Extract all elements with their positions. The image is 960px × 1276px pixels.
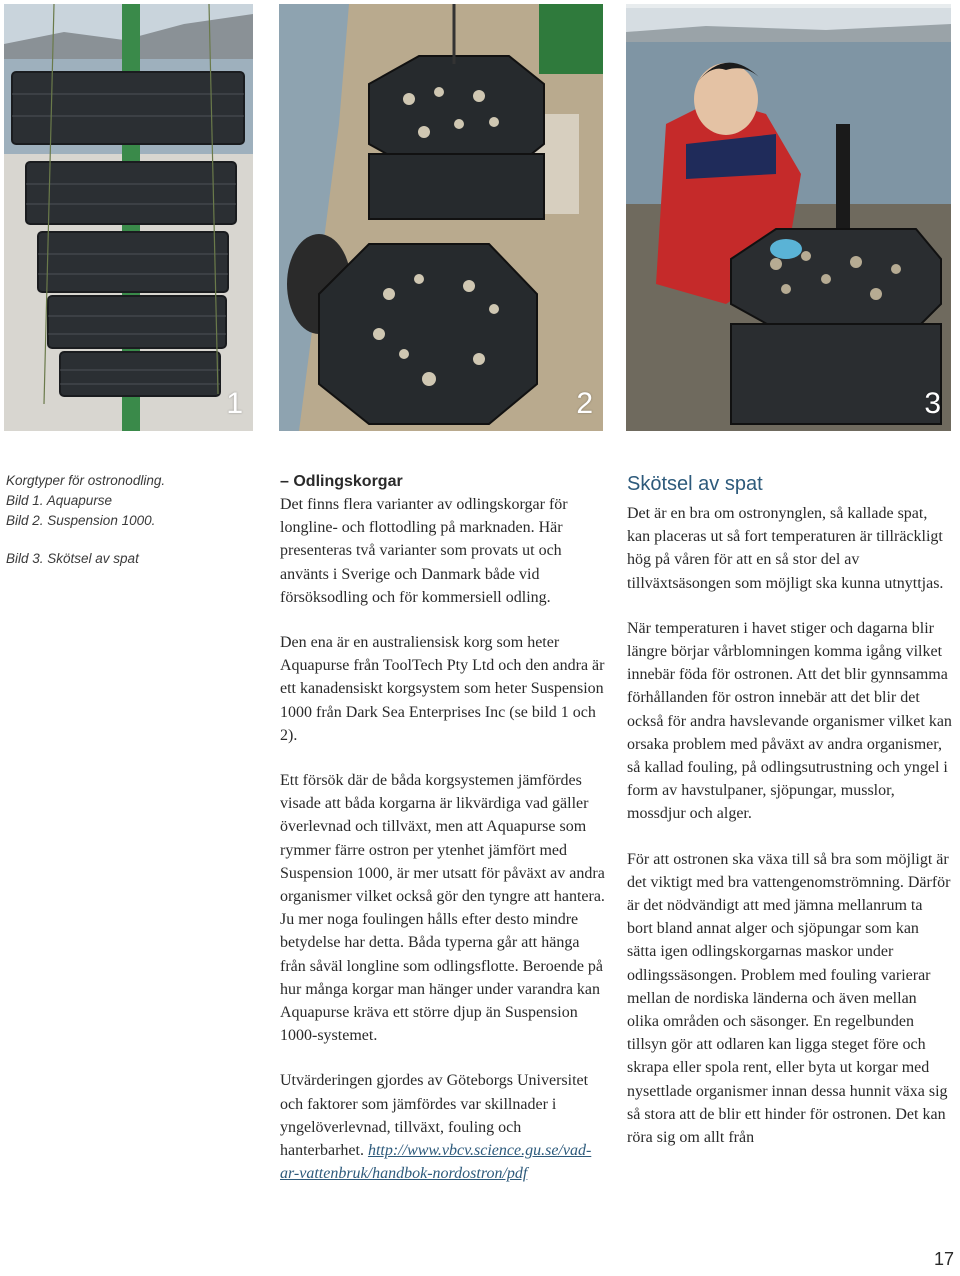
paragraph-intro: Det finns flera varianter av odlingskorgar för longline- och flottodling på marknaden. Här presenteras två varianter som provats ut och använts i Sverige och Danmark både vid försöksodling och för kommersiell odling. [280, 496, 568, 606]
right-column [627, 470, 952, 1171]
paragraph-trial: Ett försök där de båda korgsystemen jämfördes visade att båda korgarna är likvärdiga vad gäller överlevnad och tillväxt, men att Aquapurse som rymmer färre ostron per ytenhet jämfört med Suspension 1000, är mer utsatt för påväxt av andra organismer vilket också gör den tyngre att hantera. Ju mer noga foulingen hålls efter desto mindre betydelse har detta. Båda typerna går att hänga från såväl longline som odlingsflotte. Beroende på hur många korgar man hänger under varandra kan Aquapurse kräva ett större djup än Suspension 1000-systemet. [280, 772, 605, 1045]
photo-suspension-1000 [279, 4, 603, 431]
photo-number-1: 1 [226, 387, 243, 420]
photo-aquapurse-image [4, 4, 253, 431]
handbook-link[interactable]: http://www.vbcv.science.gu.se/vad-ar-vattenbruk/handbok-nordostron/pdf [280, 1142, 592, 1183]
section-subheading: – Odlingskorgar [280, 473, 403, 490]
page-number: 17 [933, 1249, 954, 1269]
caption-bild-1: Bild 1. Aquapurse [6, 493, 113, 508]
photo-number-3: 3 [924, 387, 941, 420]
paragraph-temperature: När temperaturen i havet stiger och dagarna blir längre börjar vårblomningen komma igång vilket innebär föda för ostronen. Att det blir gynnsamma förhållanden för ostron innebär att det blir det också för andra havslevande organismer vilket kan orsaka problem med påväxt av andra organismer, så kallad fouling, på odlingsutrustning och yngel i form av havstulpaner, sjöpungar, musslor, mossdjur och alger. [627, 619, 952, 823]
caption-bild-2: Bild 2. Suspension 1000. [6, 513, 156, 528]
photo-captions [6, 471, 236, 569]
caption-title: Korgtyper för ostronodling. [6, 473, 166, 488]
paragraph-evaluation [280, 1069, 605, 1185]
photo-spat-care [626, 4, 951, 431]
caption-bild-3: Bild 3. Skötsel av spat [6, 551, 139, 566]
paragraph-spat: Det är en bra om ostronynglen, så kallade spat, kan placeras ut så fort temperaturen är tillräckligt hög på våren för att en så stor del av tillväxtsäsongen som möjligt ska kunna utnyttjas. [627, 505, 944, 592]
photo-number-2: 2 [576, 387, 593, 420]
photo-spat-image [626, 4, 951, 431]
middle-column [280, 470, 605, 1207]
photo-suspension-image [279, 4, 603, 431]
photo-aquapurse [4, 4, 253, 431]
section-heading: Skötsel av spat [627, 473, 763, 495]
paragraph-fouling: För att ostronen ska växa till så bra som möjligt är det viktigt med bra vattengenomströmning. Därför är det nödvändigt att med jämna mellanrum ta bort bland annat alger och sjöpungar som kan sätta igen odlingskorgarnas maskor under odlingssäsongen. Problem med fouling varierar mellan de nordiska länderna och även mellan olika områden och säsonger. En regelbunden tillsyn gör att odlaren kan ligga steget före och skrapa eller spola rent, eller byta ut korgar med nysettlade organismer innan dessa hunnit växa sig så stora att de blir ett hinder för ostronen. Det kan röra sig om allt från [627, 850, 951, 1147]
paragraph-basket-types: Den ena är en australiensisk korg som heter Aquapurse från ToolTech Pty Ltd och den andra är ett kanadensiskt korgsystem som heter Suspension 1000 från Dark Sea Enterprises Inc (se bild 1 och 2). [280, 634, 605, 744]
evaluation-text: Utvärderingen gjordes av Göteborgs Universitet och faktorer som jämfördes var skillnader i yngelöverlevnad, tillväxt, fouling och hanterbarhet. [280, 1072, 589, 1160]
